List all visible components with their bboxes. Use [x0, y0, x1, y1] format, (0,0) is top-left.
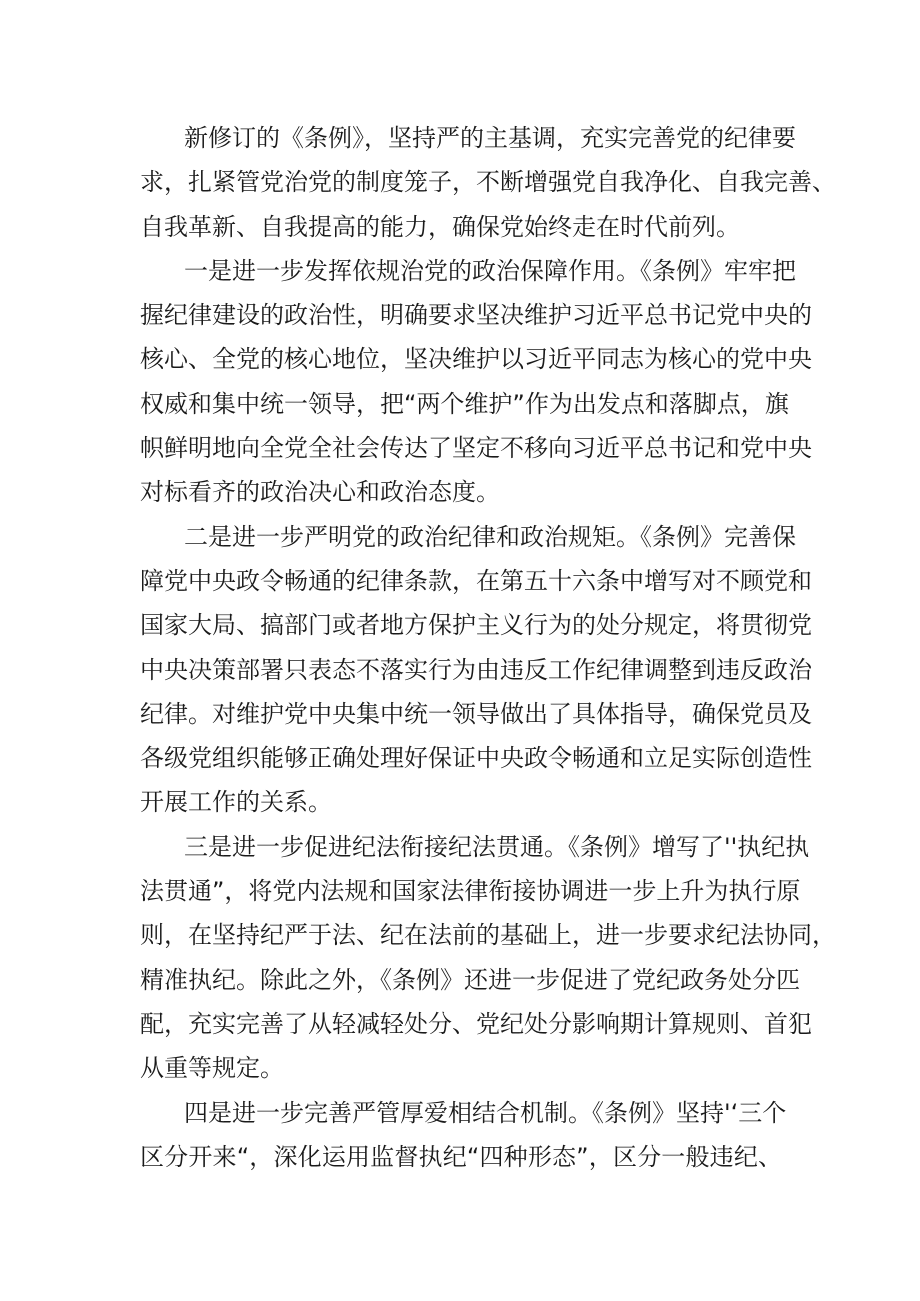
text-line: 三是进一步促进纪法衔接纪法贯通。《条例》增写了''执纪执 — [184, 832, 810, 861]
text-line: 帜鲜明地向全党全社会传达了坚定不移向习近平总书记和党中央 — [140, 434, 812, 463]
text-line: 障党中央政令畅通的纪律条款，在第五十六条中增写对不顾党和 — [140, 566, 812, 595]
paragraph-point-two — [140, 515, 812, 825]
text-line: 权威和集中统一领导，把“两个维护”作为出发点和落脚点，旗 — [140, 389, 789, 418]
text-line: 二是进一步严明党的政治纪律和政治规矩。《条例》完善保 — [184, 522, 796, 551]
paragraph-point-three — [140, 825, 836, 1091]
text-line: 国家大局、搞部门或者地方保护主义行为的处分规定，将贯彻党 — [140, 611, 812, 640]
text-line: 一是进一步发挥依规治党的政治保障作用。《条例》牢牢把 — [184, 256, 796, 285]
text-line: 握纪律建设的政治性，明确要求坚决维护习近平总书记党中央的 — [140, 301, 812, 330]
text-line: 对标看齐的政治决心和政治态度。 — [140, 478, 500, 507]
text-line: 新修订的《条例》，坚持严的主基调，充实完善党的纪律要 — [184, 124, 796, 152]
text-line: 精准执纪。除此之外，《条例》还进一步促进了党纪政务处分匹 — [140, 965, 800, 994]
document-body — [140, 116, 836, 1179]
text-line: 法贯通”，将党内法规和国家法律衔接协调进一步上升为执行原 — [140, 877, 801, 906]
text-line: 开展工作的关系。 — [140, 788, 332, 817]
text-line: 中央决策部署只表态不落实行为由违反工作纪律调整到违反政治 — [140, 655, 812, 684]
text-line: 纪律。对维护党中央集中统一领导做出了具体指导，确保党员及 — [140, 699, 812, 728]
text-line: 从重等规定。 — [140, 1054, 284, 1083]
text-line: 区分开来“，深化运用监督执纪“四种形态”，区分一般违纪、 — [140, 1142, 782, 1171]
text-line: 则，在坚持纪严于法、纪在法前的基础上，进一步要求纪法协同， — [140, 921, 836, 950]
text-line: 核心、全党的核心地位，坚决维护以习近平同志为核心的党中央 — [140, 345, 812, 374]
text-line: 配，充实完善了从轻减轻处分、党纪处分影响期计算规则、首犯 — [140, 1009, 812, 1038]
text-line: 四是进一步完善严管厚爱相结合机制。《条例》坚持'‘三个 — [184, 1098, 787, 1127]
paragraph-point-four — [140, 1091, 787, 1180]
paragraph-point-one — [140, 249, 812, 515]
paragraph-intro — [140, 116, 836, 249]
text-line: 求，扎紧管党治党的制度笼子，不断增强党自我净化、自我完善、 — [140, 168, 836, 197]
text-line: 各级党组织能够正确处理好保证中央政令畅通和立足实际创造性 — [140, 744, 812, 773]
text-line: 自我革新、自我提高的能力，确保党始终走在时代前列。 — [140, 212, 740, 241]
